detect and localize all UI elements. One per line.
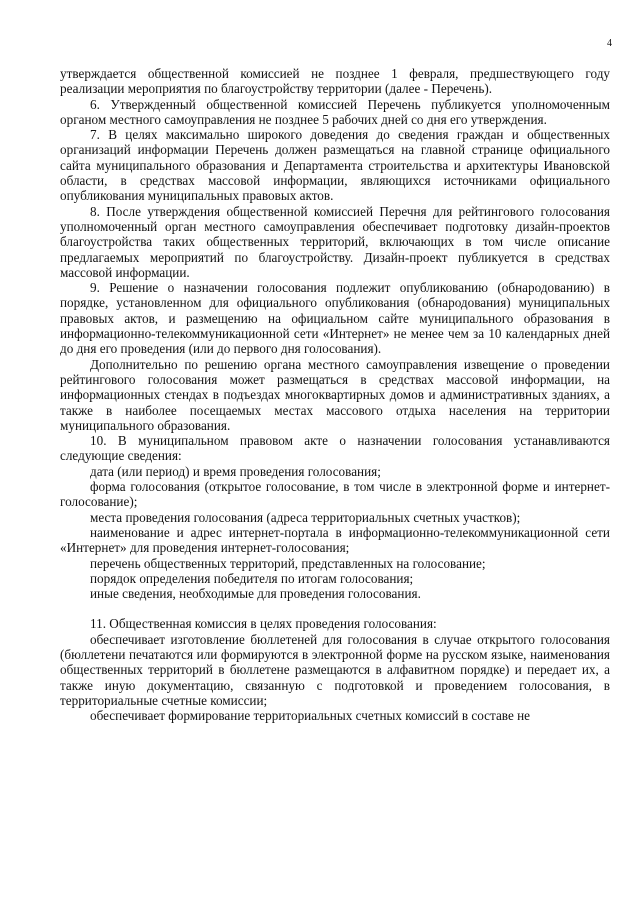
paragraph-item-8: 8. После утверждения общественной комиссией Перечня для рейтингового голосования уполномоченный орган местного самоуправления обеспечивает подготовку дизайн-проектов благоустройства таких общественных территорий, включающих в том числе описание предлагаемых мероприятий по благоустройству. Дизайн-проект публикуется в средствах массовой информации. [60, 203, 610, 280]
list-item-territories: перечень общественных территорий, представленных на голосование; [90, 555, 486, 571]
list-item-ballots: обеспечивает изготовление бюллетеней для голосования в случае открытого голосования (бюллетени печатаются или формируются в электронной форме на русском языке, наименования общественных территорий в бюллетене размещаются в алфавитном порядке) и передает их, а также иную документацию, связанную с подготовкой и проведением голосования, в территориальные счетные комиссии; [60, 631, 610, 708]
paragraph-item-11: 11. Общественная комиссия в целях проведения голосования: [90, 616, 437, 632]
list-item-date: дата (или период) и время проведения голосования; [90, 463, 381, 479]
list-item-portal: наименование и адрес интернет-портала в информационно-телекоммуникационной сети «Интернет» для проведения интернет-голосования; [60, 524, 610, 556]
paragraph-additional-notice: Дополнительно по решению органа местного самоуправления извещение о проведении рейтингового голосования может размещаться в средствах массовой информации, на информационных стендах в подъездах многоквартирных домов и административных зданиях, а также в наиболее посещаемых местах массового отдыха населения на территории муниципального образования. [60, 356, 610, 433]
paragraph-continuation: утверждается общественной комиссией не позднее 1 февраля, предшествующего году реализации мероприятия по благоустройству территории (далее - Перечень). [60, 66, 610, 97]
document-body [60, 66, 610, 723]
list-item-other-info: иные сведения, необходимые для проведения голосования. [90, 586, 421, 602]
paragraph-item-6: 6. Утвержденный общественной комиссией Перечень публикуется уполномоченным органом местного самоуправления не позднее 5 рабочих дней со дня его утверждения. [60, 96, 610, 127]
paragraph-item-10: 10. В муниципальном правовом акте о назначении голосования устанавливаются следующие сведения: [60, 433, 610, 464]
list-item-commissions: обеспечивает формирование территориальных счетных комиссий в составе не [90, 708, 531, 724]
paragraph-item-9: 9. Решение о назначении голосования подлежит опубликованию (обнародованию) в порядке, установленном для официального опубликования (обнародования) муниципальных правовых актов, и размещению на официальном сайте муниципального образования в информационно-телекоммуникационной сети «Интернет» не менее чем за 10 календарных дней до дня его проведения (или до первого дня голосования). [60, 280, 610, 357]
list-item-places: места проведения голосования (адреса территориальных счетных участков); [90, 509, 521, 525]
list-item-form: форма голосования (открытое голосование, в том числе в электронной форме и интернет-голосование); [60, 479, 610, 510]
page-number: 4 [607, 38, 612, 49]
paragraph-item-7: 7. В целях максимально широкого доведения до сведения граждан и общественных организаций информации Перечень должен размещаться на главной странице официального сайта муниципального образования и Департамента строительства и архитектуры Ивановской области, в средствах массовой информации, являющихся источниками официального опубликования муниципальных правовых актов. [60, 127, 610, 204]
list-item-winner-procedure: порядок определения победителя по итогам голосования; [90, 570, 414, 586]
